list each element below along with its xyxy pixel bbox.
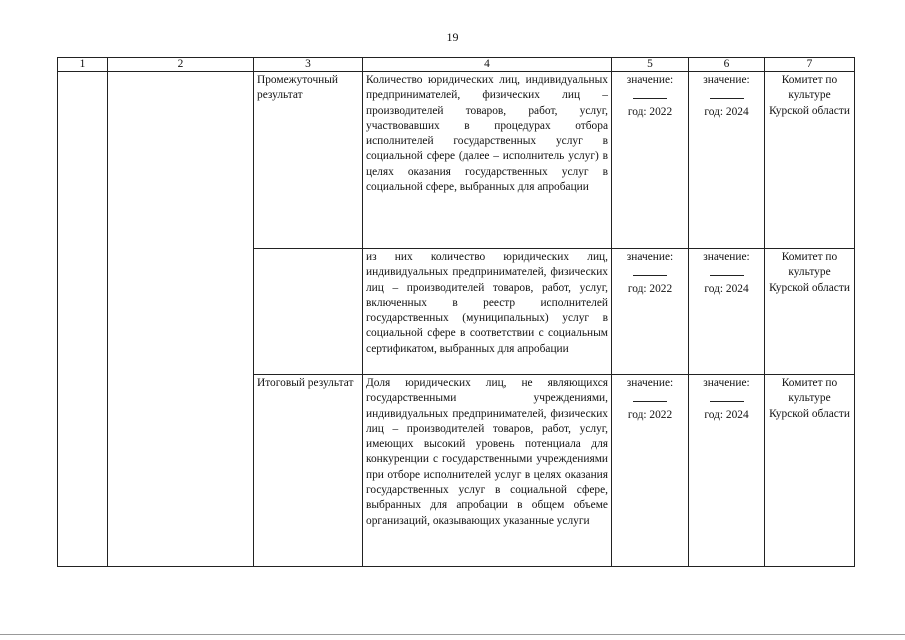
year-label: год: 2024 bbox=[704, 282, 749, 295]
empty-cell-col-1 bbox=[58, 72, 108, 567]
indicator-cell: Количество юридических лиц, индивидуальных предпринимателей, физических лиц – производителей товаров, работ, услуг, участвовавших в процедурах отбора исполнителей государственных услуг в социальной сфере (далее – исполнитель услуг) в целях оказания государственных услуг в социальной сфере, выбранных для апробации bbox=[363, 72, 612, 249]
empty-cell-col-2 bbox=[108, 72, 254, 567]
header-col-2: 2 bbox=[108, 58, 254, 72]
value-blank-line bbox=[710, 88, 744, 99]
results-table bbox=[57, 57, 855, 567]
year-label: год: 2024 bbox=[704, 408, 749, 421]
value-blank-line bbox=[633, 391, 667, 402]
header-row bbox=[58, 58, 855, 72]
indicator-cell: Доля юридических лиц, не являющихся государственными учреждениями, индивидуальных предпринимателей, физических лиц – производителей товаров, работ, услуг, имеющих высокий уровень потенциала для конкуренции с государственными учреждениями при отборе исполнителей услуг в целях оказания государственных услуг в социальной сфере, выбранных для апробации в общем объеме организаций, оказывающих указанные услуги bbox=[363, 375, 612, 567]
value-label: значение: bbox=[626, 74, 674, 86]
year-label: год: 2022 bbox=[627, 282, 673, 295]
bottom-scan-line bbox=[0, 634, 905, 635]
value-cell-col-5 bbox=[612, 249, 689, 375]
responsible-cell: Комитет по культуре Курской области bbox=[765, 375, 855, 567]
value-blank-line bbox=[633, 88, 667, 99]
value-blank-line bbox=[710, 265, 744, 276]
value-cell-col-6 bbox=[689, 375, 765, 567]
responsible-cell: Комитет по культуре Курской области bbox=[765, 72, 855, 249]
header-col-7: 7 bbox=[765, 58, 855, 72]
year-label: год: 2022 bbox=[627, 408, 673, 421]
header-col-3: 3 bbox=[254, 58, 363, 72]
header-col-1: 1 bbox=[58, 58, 108, 72]
value-label: значение: bbox=[626, 251, 674, 263]
value-cell-col-5 bbox=[612, 72, 689, 249]
value-cell-col-6 bbox=[689, 72, 765, 249]
value-label: значение: bbox=[703, 377, 750, 389]
year-label: год: 2024 bbox=[704, 105, 749, 118]
header-col-5: 5 bbox=[612, 58, 689, 72]
value-cell-col-6 bbox=[689, 249, 765, 375]
value-label: значение: bbox=[626, 377, 674, 389]
table-row bbox=[58, 72, 855, 249]
value-label: значение: bbox=[703, 251, 750, 263]
header-col-4: 4 bbox=[363, 58, 612, 72]
result-type-cell: Промежуточный результат bbox=[254, 72, 363, 249]
page-number: 19 bbox=[446, 30, 459, 44]
result-type-cell bbox=[254, 249, 363, 375]
value-blank-line bbox=[633, 265, 667, 276]
header-col-6: 6 bbox=[689, 58, 765, 72]
value-cell-col-5 bbox=[612, 375, 689, 567]
responsible-cell: Комитет по культуре Курской области bbox=[765, 249, 855, 375]
value-label: значение: bbox=[703, 74, 750, 86]
indicator-cell: из них количество юридических лиц, индивидуальных предпринимателей, физических лиц – производителей товаров, работ, услуг, включенных в реестр исполнителей государственных (муниципальных) услуг в социальной сфере в соответствии с социальным сертификатом, выбранных для апробации bbox=[363, 249, 612, 375]
value-blank-line bbox=[710, 391, 744, 402]
result-type-cell: Итоговый результат bbox=[254, 375, 363, 567]
year-label: год: 2022 bbox=[627, 105, 673, 118]
